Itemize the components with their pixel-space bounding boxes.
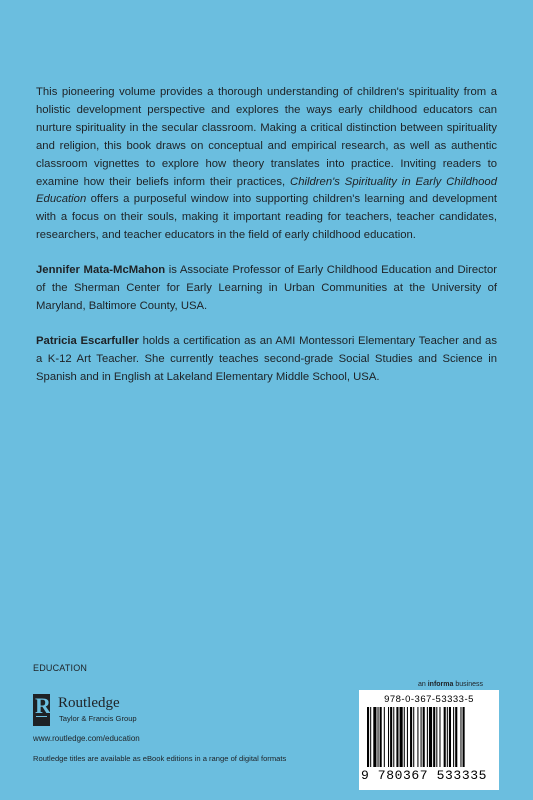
publisher-name: Routledge — [58, 695, 120, 711]
isbn-barcode — [359, 690, 499, 790]
barcode-bars-icon — [367, 707, 493, 767]
informa-brand: informa — [427, 681, 454, 688]
logo-letter: R — [35, 693, 51, 718]
author1-bio-paragraph — [36, 262, 497, 316]
publisher-url: www.routledge.com/education — [33, 734, 140, 743]
description-paragraph — [36, 84, 497, 245]
description-text: This pioneering volume provides a thorough understanding of children's spirituality from a holistic development perspective and explores the ways early childhood educators can nurture spirituality in the secular classroom. Making a critical distinction between spirituality and religion, this book draws on conceptual and empirical research, as well as authentic classroom vignettes to explore how theory translates into practice. Inviting readers to examine how their beliefs inform their practices, — [36, 86, 497, 188]
publisher-group: Taylor & Francis Group — [59, 714, 137, 723]
book-title-italic: Children's Spirituality in Early Childhood Education — [36, 175, 498, 206]
author1-bio: is Associate Professor of Early Childhood Education and Director of the Sherman Center for Early Learning in Urban Communities at the University of Maryland, Baltimore County, USA. — [36, 264, 497, 312]
back-cover-text — [36, 84, 497, 404]
author2-bio: holds a certification as an AMI Montessori Elementary Teacher and as a K-12 Art Teacher. She currently teaches second-grade Social Studies and Science in Spanish and in English at Lakeland Elementary Middle School, USA. — [36, 334, 497, 383]
isbn-label: 978-0-367-53333-5 — [384, 694, 474, 705]
routledge-logo-icon — [33, 694, 50, 726]
informa-tagline: an informa business — [418, 681, 483, 688]
ebook-note: Routledge titles are available as eBook editions in a range of digital formats — [33, 754, 287, 763]
author2-name: Patricia Escarfuller — [36, 334, 139, 347]
author2-bio-paragraph — [36, 333, 497, 387]
description-text-continued: offers a purposeful window into supporting children's learning and development with a focus on their souls, making it important reading for teachers, teacher candidates, researchers, and teacher educators in the field of early childhood education. — [36, 193, 497, 242]
category-label: EDUCATION — [33, 663, 88, 673]
author1-name: Jennifer Mata-McMahon — [36, 264, 166, 277]
publisher-logo — [33, 694, 193, 728]
isbn-digits: 9 780367 533335 — [361, 768, 488, 783]
